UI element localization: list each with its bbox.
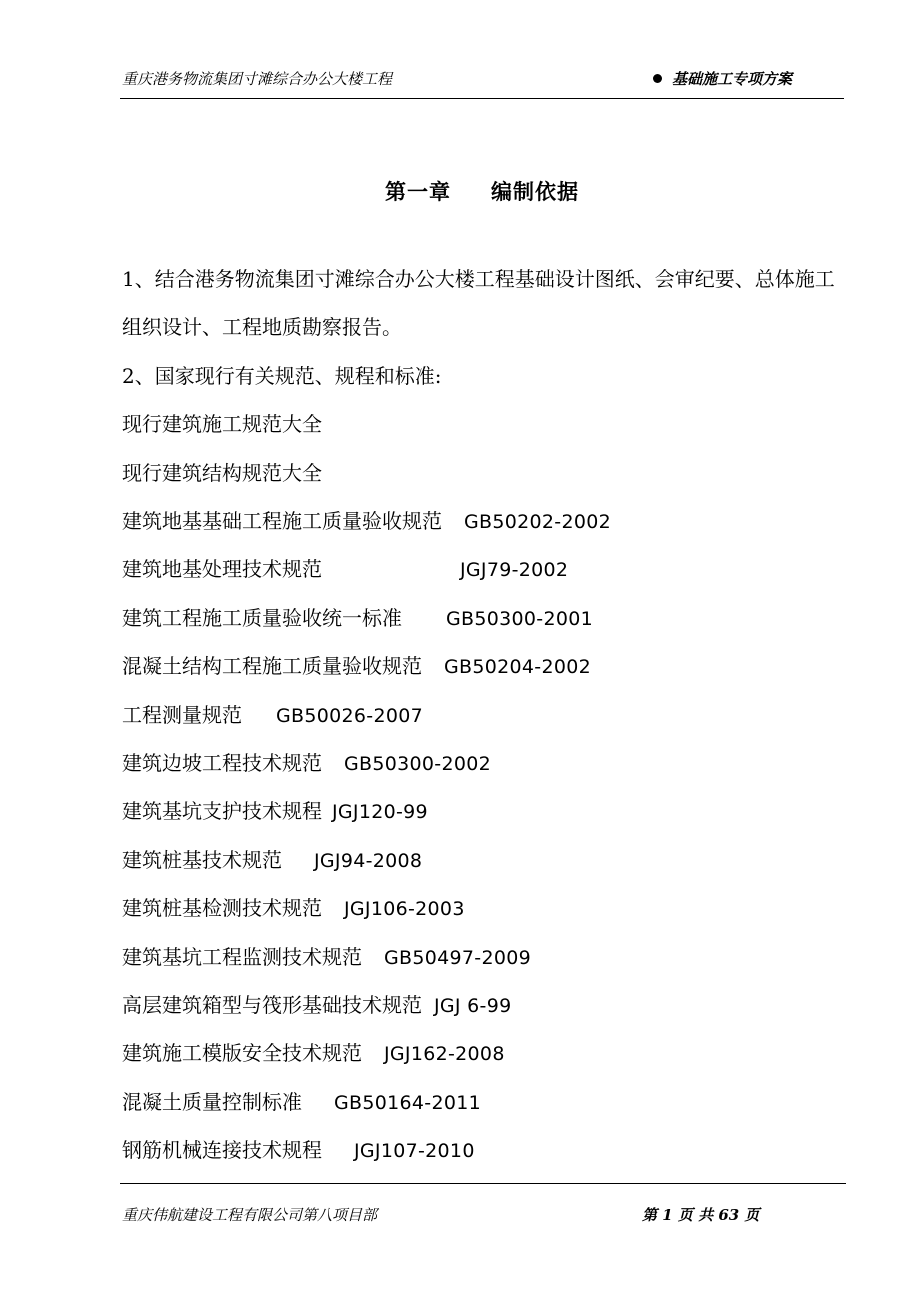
- paragraph-1: 1、结合港务物流集团寸滩综合办公大楼工程基础设计图纸、会审纪要、总体施工组织设计、工程地质勘察报告。: [122, 267, 835, 340]
- standard-item: [122, 739, 848, 787]
- header-project-name: 重庆港务物流集团寸滩综合办公大楼工程: [122, 70, 393, 88]
- standard-name: 混凝土质量控制标准: [122, 1089, 302, 1114]
- standard-item: [122, 933, 848, 981]
- standard-item: [122, 642, 848, 690]
- header-doc-title-wrap: [653, 68, 792, 89]
- bullet-icon: [653, 74, 662, 83]
- standard-code: JGJ162-2008: [384, 1043, 505, 1066]
- standard-name: 建筑桩基检测技术规范: [122, 896, 322, 921]
- standard-name: 现行建筑结构规范大全: [122, 460, 322, 485]
- standard-item: [122, 1126, 848, 1174]
- standard-item: [122, 400, 848, 448]
- standard-code: GB50164-2011: [334, 1091, 482, 1114]
- standard-code: GB50300-2001: [446, 607, 594, 630]
- standard-code: JGJ79-2002: [460, 559, 569, 582]
- standard-code: GB50026-2007: [276, 704, 424, 727]
- standard-name: 现行建筑施工规范大全: [122, 412, 322, 437]
- standard-name: 钢筋机械连接技术规程: [122, 1138, 322, 1163]
- standard-name: 混凝土结构工程施工质量验收规范: [122, 654, 422, 679]
- standard-code: GB50202-2002: [464, 510, 612, 533]
- standard-item: [122, 1078, 848, 1126]
- standard-code: GB50497-2009: [384, 946, 532, 969]
- standard-name: 建筑施工模版安全技术规范: [122, 1041, 362, 1066]
- standard-code: JGJ107-2010: [354, 1140, 475, 1163]
- standard-item: [122, 836, 848, 884]
- standard-name: 工程测量规范: [122, 702, 242, 727]
- standard-item: [122, 691, 848, 739]
- page-header: [120, 64, 844, 99]
- standard-code: JGJ120-99: [332, 801, 428, 824]
- standard-item: [122, 1029, 848, 1077]
- standard-name: 建筑基坑工程监测技术规范: [122, 944, 362, 969]
- standard-item: [122, 545, 848, 593]
- chapter-title: 编制依据: [491, 179, 579, 204]
- paragraph-2: 2、国家现行有关规范、规程和标准:: [122, 363, 442, 388]
- standard-name: 建筑桩基技术规范: [122, 847, 282, 872]
- chapter-number: 第一章: [385, 179, 451, 204]
- standard-name: 建筑地基基础工程施工质量验收规范: [122, 508, 442, 533]
- header-doc-title: 基础施工专项方案: [671, 70, 792, 88]
- standard-code: GB50300-2002: [344, 752, 492, 775]
- standard-name: 建筑工程施工质量验收统一标准: [122, 605, 402, 630]
- standard-item: [122, 449, 848, 497]
- standard-code: JGJ106-2003: [344, 898, 465, 921]
- standard-name: 高层建筑箱型与筏形基础技术规范: [122, 992, 422, 1017]
- standard-item: [122, 884, 848, 932]
- document-body: [122, 255, 848, 1174]
- standard-item: [122, 594, 848, 642]
- standard-code: JGJ 6-99: [434, 994, 512, 1017]
- standard-code: JGJ94-2008: [314, 849, 423, 872]
- page-footer: [120, 1183, 846, 1224]
- chapter-heading: [0, 176, 920, 206]
- standard-item: [122, 787, 848, 835]
- standard-code: GB50204-2002: [444, 656, 592, 679]
- footer-company: 重庆伟航建设工程有限公司第八项目部: [122, 1206, 378, 1224]
- footer-page-number: 第 1 页 共 63 页: [642, 1206, 760, 1224]
- standard-name: 建筑边坡工程技术规范: [122, 750, 322, 775]
- standard-item: [122, 497, 848, 545]
- standard-item: [122, 981, 848, 1029]
- standard-name: 建筑基坑支护技术规程: [122, 799, 322, 824]
- standard-name: 建筑地基处理技术规范: [122, 557, 322, 582]
